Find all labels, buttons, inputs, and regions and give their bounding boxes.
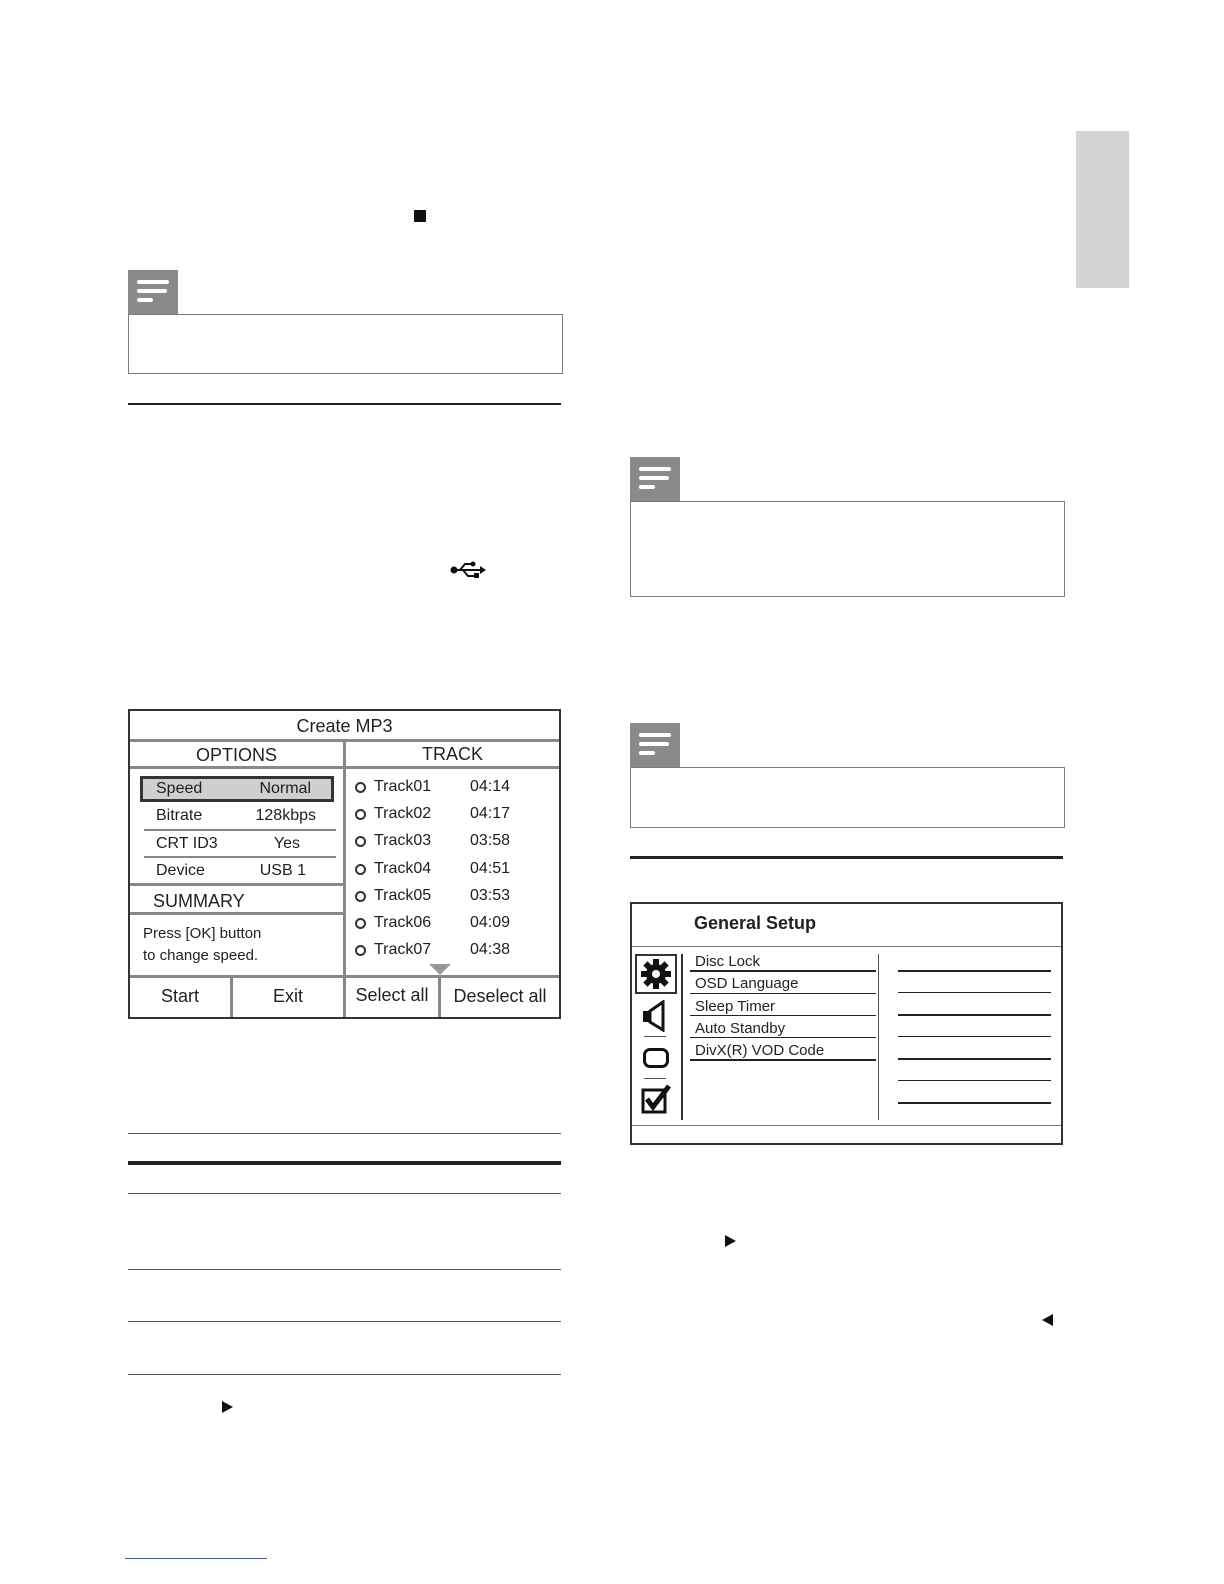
note-icon (128, 270, 178, 314)
track-item[interactable] (350, 940, 550, 962)
table-rule-thick (128, 1161, 561, 1165)
summary-label: SUMMARY (153, 891, 245, 911)
scroll-down-icon[interactable] (429, 964, 451, 975)
note-icon (630, 723, 680, 767)
track-time: 04:51 (470, 860, 511, 877)
audio-speaker-icon[interactable] (641, 1000, 671, 1032)
menu-item-sleep-timer[interactable]: Sleep Timer (695, 998, 776, 1015)
menu-item-auto-standby[interactable]: Auto Standby (695, 1020, 786, 1037)
option-value: Yes (273, 835, 300, 852)
option-row-speed[interactable] (140, 776, 334, 802)
track-item[interactable] (350, 913, 550, 935)
option-label: Speed (156, 780, 203, 797)
track-time: 04:17 (470, 805, 511, 822)
settings-gear-icon[interactable] (635, 954, 677, 994)
general-setup-title: General Setup (694, 913, 817, 933)
track-name: Track05 (374, 887, 432, 904)
create-mp3-panel (128, 709, 561, 1019)
note-box (630, 501, 1065, 597)
radio-icon (355, 836, 366, 847)
track-time: 04:09 (470, 914, 511, 931)
summary-text-line2: to change speed. (143, 947, 259, 964)
usb-icon (448, 560, 488, 580)
options-header: OPTIONS (195, 745, 277, 765)
stop-icon (414, 210, 426, 222)
video-screen-icon[interactable] (643, 1048, 669, 1068)
track-item[interactable] (350, 831, 550, 853)
track-name: Track07 (374, 941, 432, 958)
table-rule (128, 1269, 561, 1270)
track-time: 03:58 (470, 832, 511, 849)
option-label: CRT ID3 (156, 835, 218, 852)
track-name: Track03 (374, 832, 432, 849)
track-item[interactable] (350, 777, 550, 799)
footer-link-underline (125, 1558, 267, 1559)
language-side-tab (1076, 131, 1129, 288)
table-rule (128, 1193, 561, 1194)
note-icon (630, 457, 680, 501)
section-rule (630, 856, 1063, 859)
summary-text-line1: Press [OK] button (143, 925, 262, 942)
option-label: Bitrate (156, 807, 203, 824)
radio-icon (355, 945, 366, 956)
select-all-button[interactable]: Select all (355, 985, 429, 1005)
table-rule (128, 1321, 561, 1322)
note-box (630, 767, 1065, 828)
track-header: TRACK (421, 744, 483, 764)
preferences-checkbox-icon[interactable] (641, 1084, 673, 1116)
option-value: USB 1 (259, 862, 306, 879)
track-name: Track01 (374, 778, 432, 795)
radio-icon (355, 864, 366, 875)
option-value: Normal (259, 780, 311, 797)
menu-item-osd-language[interactable]: OSD Language (695, 975, 799, 992)
option-row-bitrate[interactable] (144, 803, 336, 830)
track-time: 04:38 (470, 941, 511, 958)
track-item[interactable] (350, 886, 550, 908)
exit-button[interactable]: Exit (272, 986, 303, 1006)
section-rule (128, 403, 561, 405)
menu-item-disc-lock[interactable]: Disc Lock (695, 953, 761, 970)
menu-item-divx-vod-code[interactable]: DivX(R) VOD Code (695, 1042, 825, 1059)
table-rule (128, 1374, 561, 1375)
deselect-all-button[interactable]: Deselect all (453, 986, 547, 1006)
play-icon (725, 1235, 736, 1247)
radio-icon (355, 891, 366, 902)
option-label: Device (156, 862, 205, 879)
start-button[interactable]: Start (160, 986, 199, 1006)
track-name: Track02 (374, 805, 432, 822)
option-value: 128kbps (255, 807, 316, 824)
create-mp3-title: Create MP3 (296, 716, 393, 736)
radio-icon (355, 809, 366, 820)
play-icon (222, 1401, 233, 1413)
back-icon (1042, 1314, 1053, 1326)
track-item[interactable] (350, 859, 550, 881)
option-row-device[interactable] (144, 858, 336, 885)
track-item[interactable] (350, 804, 550, 826)
track-time: 03:53 (470, 887, 511, 904)
track-name: Track06 (374, 914, 432, 931)
general-setup-panel (630, 902, 1063, 1145)
radio-icon (355, 918, 366, 929)
note-box (128, 314, 563, 374)
track-name: Track04 (374, 860, 432, 877)
table-rule (128, 1133, 561, 1134)
track-time: 04:14 (470, 778, 511, 795)
option-row-crt-id3[interactable] (144, 831, 336, 858)
radio-icon (355, 782, 366, 793)
